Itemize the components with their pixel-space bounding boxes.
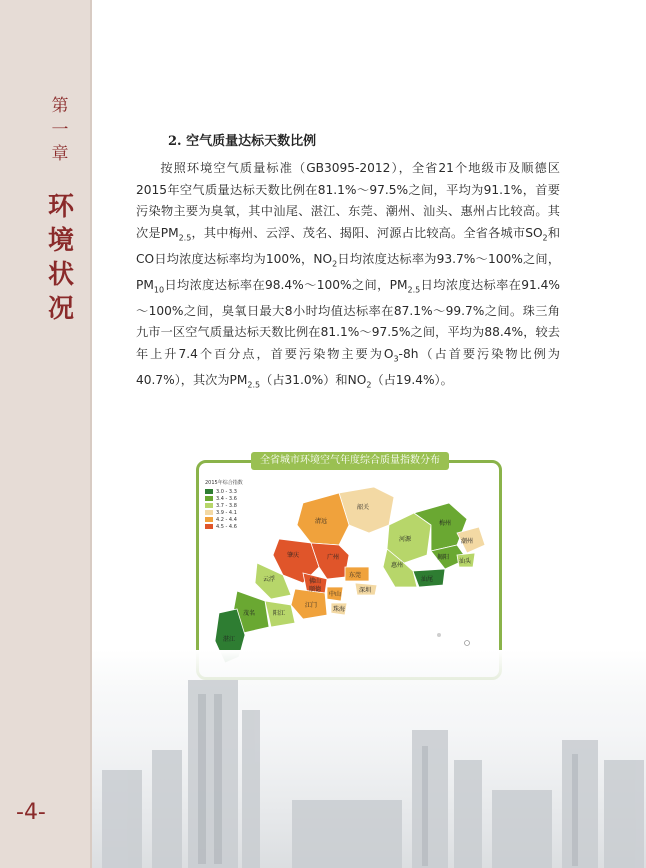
legend-label: 3.0 - 3.3 xyxy=(216,488,237,495)
text-run: 按照环境空气质量标准（GB3095-2012），全省21个地级市及顺德区2015年空气质量达标天数比例在81.1%～97.5%之间，平均为91.1%，首要污染物主要为臭氧，其中汕尾、湛江、东莞、潮州、汕头、惠州占比较高。其次是PM xyxy=(136,161,560,240)
chapter-title: 环境状况 xyxy=(47,192,74,324)
city-label-qingyuan: 清远 xyxy=(315,518,328,525)
city-label-jiangmen: 江门 xyxy=(305,602,318,609)
text-run: -8h（占首要污染物比例为40.7%），其次为PM xyxy=(136,347,560,388)
body-paragraph xyxy=(136,158,560,396)
legend-item xyxy=(205,516,261,523)
city-label-meizhou: 梅州 xyxy=(439,520,452,527)
text-run: 日均浓度达标率在91.4%～100%之间，臭氧日最大8小时均值达标率在87.1%～99.7%之间。珠三角九市一区空气质量达标天数比例在81.1%～97.5%之间，平均为88.4%，较去年上升7.4个百分点，首要污染物主要为O xyxy=(136,277,560,362)
city-label-dongguan: 东莞 xyxy=(349,572,362,579)
page-number: -4- xyxy=(16,800,46,825)
subscript: 2 xyxy=(366,380,372,390)
section-heading: 2. 空气质量达标天数比例 xyxy=(168,134,317,149)
city-label-shantou: 汕头 xyxy=(459,558,472,565)
legend-item xyxy=(205,495,261,502)
city-label-yunfu: 云浮 xyxy=(263,576,276,583)
city-label-shunde: 顺德 xyxy=(309,586,322,593)
legend-swatch xyxy=(205,496,213,501)
city-label-huizhou: 惠州 xyxy=(391,562,404,569)
city-label-yangjiang: 阳江 xyxy=(273,610,286,617)
subscript: 2 xyxy=(332,259,338,269)
subscript: 3 xyxy=(393,354,399,364)
city-label-maoming: 茂名 xyxy=(243,610,256,617)
city-label-shaoguan: 韶关 xyxy=(357,504,370,511)
legend-title: 2015年综合指数 xyxy=(205,480,243,486)
legend-swatch xyxy=(205,517,213,522)
city-label-guangzhou: 广州 xyxy=(327,554,340,561)
legend-swatch xyxy=(205,503,213,508)
text-run: （占31.0%）和NO xyxy=(260,373,367,388)
subscript: 2 xyxy=(542,233,548,243)
text-run: 日均浓度达标率为93.7%～100%之间，PM xyxy=(136,251,561,292)
text-run: 和CO日均浓度达标率均为100%，NO xyxy=(136,225,560,266)
subscript: 2.5 xyxy=(407,285,421,295)
subscript: 2.5 xyxy=(247,380,261,390)
legend-swatch xyxy=(205,510,213,515)
legend-swatch xyxy=(205,489,213,494)
city-label-chaozhou: 潮州 xyxy=(461,538,474,545)
legend-label: 3.9 - 4.1 xyxy=(216,509,237,516)
city-label-foshan: 佛山 xyxy=(309,578,322,585)
subscript: 10 xyxy=(153,285,165,295)
city-label-heyuan: 河源 xyxy=(399,536,412,543)
text-run: ，其中梅州、云浮、茂名、揭阳、河源占比较高。全省各城市SO xyxy=(191,225,543,240)
city-label-zhaoqing: 肇庆 xyxy=(287,552,300,559)
island xyxy=(437,633,441,637)
text-run: （占19.4%）。 xyxy=(371,373,453,388)
city-label-zhongshan: 中山 xyxy=(329,591,342,598)
text-run: 日均浓度达标率在98.4%～100%之间，PM xyxy=(164,277,408,292)
subscript: 2.5 xyxy=(178,233,192,243)
city-label-jieyang: 揭阳 xyxy=(437,554,450,561)
legend-label: 3.7 - 3.8 xyxy=(216,502,237,509)
legend-label: 3.4 - 3.6 xyxy=(216,495,237,502)
city-label-zhanjiang: 湛江 xyxy=(223,636,236,643)
city-label-zhuhai: 珠海 xyxy=(333,606,346,613)
legend-label: 4.2 - 4.4 xyxy=(216,516,237,523)
city-skyline-background xyxy=(92,650,646,868)
legend-item xyxy=(205,502,261,509)
chapter-number: 第一章 xyxy=(51,96,69,164)
legend-swatch xyxy=(205,524,213,529)
map-legend xyxy=(205,479,261,530)
legend-item xyxy=(205,509,261,516)
legend-label: 4.5 - 4.6 xyxy=(216,523,237,530)
legend-item xyxy=(205,488,261,495)
city-label-shanwei: 汕尾 xyxy=(421,576,434,583)
legend-item xyxy=(205,523,261,530)
chapter-sidebar xyxy=(0,0,90,868)
map-title: 全省城市环境空气年度综合质量指数分布 xyxy=(251,452,449,470)
city-label-shenzhen: 深圳 xyxy=(359,587,372,594)
region-guangzhou xyxy=(311,543,349,579)
map-figure xyxy=(196,455,502,680)
island xyxy=(465,641,470,646)
